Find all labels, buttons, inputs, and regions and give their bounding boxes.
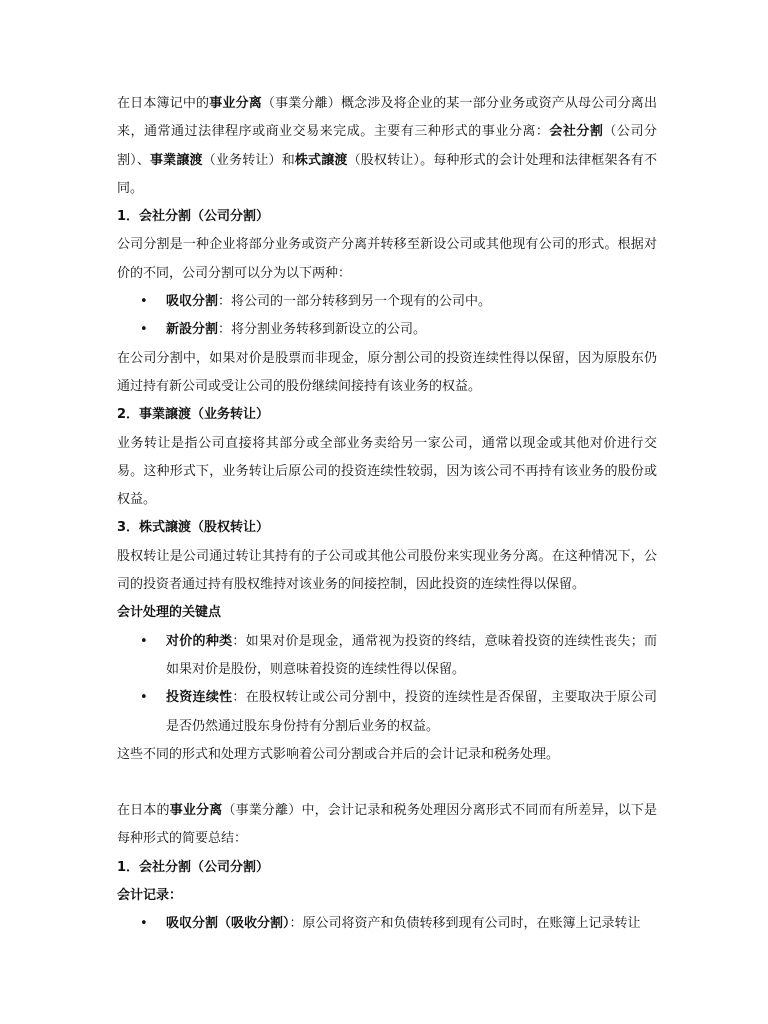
list-item: [117, 288, 657, 316]
list-item-text: ：如果对价是现金，通常视为投资的终结，意味着投资的连续性丧失；而如果对价是股份，则意味着投资的连续性得以保留。: [166, 633, 657, 677]
part2-text: （事業分離）中，会计记录和税务处理因分离形式不同而有所差异，以下是每种形式的简要总结：: [117, 803, 657, 847]
list-item-term: 投资连续性: [166, 690, 233, 706]
intro-text: （股权转让）。每种形式的会计处理和法律框架各有不同。: [117, 152, 657, 196]
part2-subheading: 会计记录：: [117, 888, 183, 904]
intro-bold-term: 事业分离: [209, 96, 262, 111]
list-item-text: ：原公司将资产和负债转移到现有公司时，在账簿上记录转让: [289, 916, 641, 932]
bullet-icon: •: [140, 322, 148, 338]
bullet-icon: •: [140, 633, 148, 649]
intro-bold-term: 株式譲渡: [294, 152, 348, 168]
part2-intro-paragraph: [117, 797, 657, 854]
part2-bold-term: 事业分离: [169, 803, 223, 819]
bullet-icon: •: [140, 294, 148, 310]
bullet-list: [117, 910, 657, 938]
list-item-term: 对价的种类: [166, 633, 233, 649]
section-paragraph: 股权转让是公司通过转让其持有的子公司或其他公司股份来实现业务分离。在这种情况下，公司的投资者通过持有股权维持对该业务的间接控制，因此投资的连续性得以保留。: [117, 548, 657, 593]
list-item-text: ：将公司的一部分转移到另一个现有的公司中。: [218, 294, 492, 310]
intro-text: （业务转让）和: [202, 152, 295, 168]
section-paragraph: 业务转让是指公司直接将其部分或全部业务卖给另一家公司，通常以现金或其他对价进行交易。这种形式下，业务转让后原公司的投资连续性较弱，因为该公司不再持有该业务的股份或权益。: [117, 435, 657, 508]
section-heading-company-split: 1．会社分割（公司分割）: [117, 209, 270, 225]
bullet-list: [117, 288, 657, 345]
part2-text: 在日本的: [117, 803, 170, 819]
part2-section-heading: 1．会社分割（公司分割）: [117, 859, 270, 875]
section-paragraph: 在公司分割中，如果对价是股票而非现金，原分割公司的投资连续性得以保留，因为原股东仍通过持有新公司或受让公司的股份继续间接持有该业务的权益。: [117, 350, 657, 394]
bullet-list: [117, 628, 657, 741]
section-heading-key-points: 会计处理的关键点: [117, 605, 222, 621]
section-heading-share-transfer: 3．株式譲渡（股权转让）: [117, 520, 270, 536]
intro-text: 在日本簿记中的: [117, 96, 210, 111]
bullet-icon: •: [140, 916, 148, 932]
list-item-term: 新設分割: [166, 322, 219, 338]
list-item: [117, 684, 657, 741]
bullet-icon: •: [140, 690, 148, 706]
list-item-term: 吸収分割: [166, 294, 219, 310]
closing-paragraph: 这些不同的形式和处理方式影响着公司分割或合并后的会计记录和税务处理。: [117, 746, 560, 762]
document-page: [117, 90, 657, 939]
section-paragraph: 公司分割是一种企业将部分业务或资产分离并转移至新设公司或其他现有公司的形式。根据对价的不同，公司分割可以分为以下两种：: [117, 237, 657, 281]
section-heading-business-transfer: 2．事業譲渡（业务转让）: [117, 407, 270, 423]
intro-text: （公司分割）、: [117, 124, 657, 168]
section-gap: [117, 769, 657, 797]
intro-bold-term: 事業譲渡: [150, 152, 203, 168]
intro-paragraph: [117, 90, 657, 203]
list-item: [117, 910, 657, 938]
list-item: [117, 628, 657, 685]
list-item-term: 吸収分割（吸收分割）: [166, 916, 290, 932]
intro-bold-term: 会社分割: [549, 124, 604, 140]
list-item: [117, 316, 657, 344]
intro-text: （事業分離）概念涉及将企业的某一部分业务或资产从母公司分离出来，通常通过法律程序或商业交易来完成。主要有三种形式的事业分离：: [117, 96, 657, 140]
list-item-text: ：在股权转让或公司分割中，投资的连续性是否保留，主要取决于原公司是否仍然通过股东身份持有分割后业务的权益。: [166, 690, 657, 734]
list-item-text: ：将分割业务转移到新设立的公司。: [218, 322, 427, 338]
